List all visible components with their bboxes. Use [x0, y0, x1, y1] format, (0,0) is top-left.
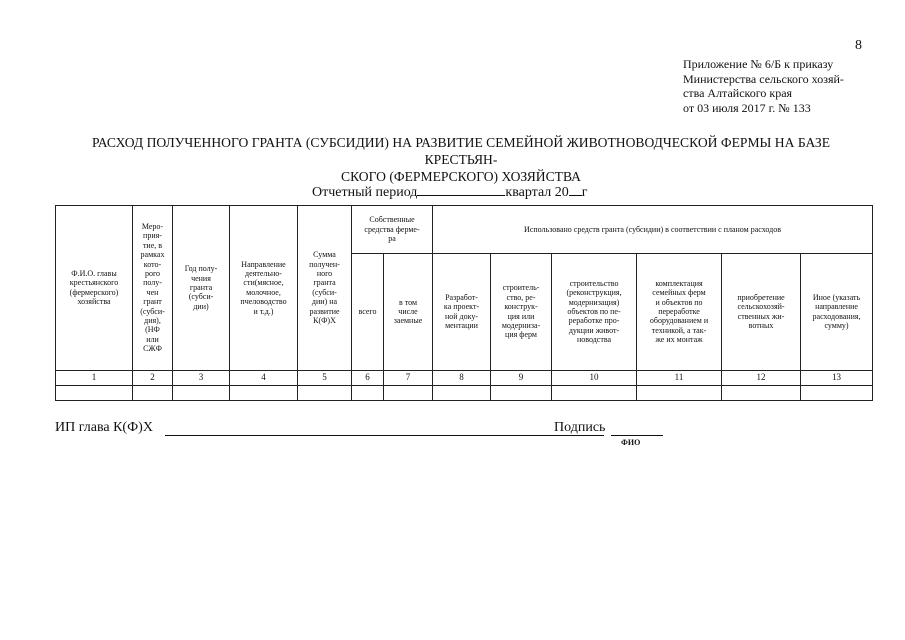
- table-cell[interactable]: [352, 385, 384, 400]
- annex-note: [683, 57, 893, 115]
- column-number: 6: [352, 370, 384, 385]
- table-cell[interactable]: [801, 385, 873, 400]
- table-cell[interactable]: [433, 385, 491, 400]
- title-line: РАСХОД ПОЛУЧЕННОГО ГРАНТА (СУБСИДИИ) НА РАЗВИТИЕ СЕМЕЙНОЙ ЖИВОТНОВОДЧЕСКОЙ ФЕРМЫ НА БАЗЕ КРЕСТЬЯН-: [91, 135, 831, 167]
- table-cell[interactable]: [56, 385, 133, 400]
- column-number: 3: [173, 370, 230, 385]
- table-row: [56, 385, 873, 400]
- header-construction-processing: строительство (реконструкция, модернизация) объектов по пе- реработке про- дукции живот- новодства: [552, 253, 637, 370]
- header-amount: Сумма получен- ного гранта (субси- дии) на развитие К(Ф)Х: [298, 206, 352, 371]
- grant-expense-table: [55, 205, 873, 401]
- table-cell[interactable]: [298, 385, 352, 400]
- column-number: 11: [637, 370, 722, 385]
- signature-label: Подпись: [554, 420, 606, 435]
- table-cell[interactable]: [230, 385, 298, 400]
- header-own-funds: Собственные средства ферме- ра: [352, 206, 433, 254]
- table-cell[interactable]: [722, 385, 801, 400]
- annex-line: Приложение № 6/Б к приказу: [683, 57, 834, 71]
- column-number: 7: [384, 370, 433, 385]
- table-cell[interactable]: [552, 385, 637, 400]
- fio-caption: ФИО: [621, 438, 641, 447]
- year-suffix: г: [581, 185, 588, 200]
- annex-line: Министерства сельского хозяй-: [683, 71, 844, 86]
- year-blank[interactable]: [569, 194, 582, 196]
- title-line: СКОГО (ФЕРМЕРСКОГО) ХОЗЯЙСТВА: [341, 169, 581, 184]
- column-number-row: [56, 370, 873, 385]
- header-borrowed: в том числе заемные: [384, 253, 433, 370]
- column-number: 9: [491, 370, 552, 385]
- header-year: Год полу- чения гранта (субси- дии): [173, 206, 230, 371]
- header-measure: Меро- прия- тие, в рамках кото- рого полу- чен грант (субси- дия), (НФ или СЖФ: [133, 206, 173, 371]
- period-label: Отчетный период: [312, 185, 418, 200]
- column-number: 2: [133, 370, 173, 385]
- signature-line[interactable]: [611, 435, 663, 436]
- header-total: всего: [352, 253, 384, 370]
- table-cell[interactable]: [491, 385, 552, 400]
- header-design: Разработ- ка проект- ной доку- ментации: [433, 253, 491, 370]
- period-blank[interactable]: [417, 194, 505, 196]
- column-number: 12: [722, 370, 801, 385]
- header-other: Иное (указать направление расходования, сумму): [801, 253, 873, 370]
- header-construction-farms: строитель- ство, ре- конструк- ция или модерниза- ция ферм: [491, 253, 552, 370]
- column-number: 1: [56, 370, 133, 385]
- header-equipment: комплектация семейных ферм и объектов по переработке оборудованием и техникой, а так- же их монтаж: [637, 253, 722, 370]
- header-fio: Ф.И.О. главы крестьянского (фермерского) хозяйства: [56, 206, 133, 371]
- column-number: 4: [230, 370, 298, 385]
- table-cell[interactable]: [384, 385, 433, 400]
- annex-line: от 03 июля 2017 г. № 133: [683, 100, 811, 115]
- column-number: 10: [552, 370, 637, 385]
- quarter-label: квартал 20: [505, 185, 569, 200]
- table-cell[interactable]: [637, 385, 722, 400]
- page-number: 8: [855, 38, 862, 53]
- column-number: 13: [801, 370, 873, 385]
- table-cell[interactable]: [133, 385, 173, 400]
- column-number: 8: [433, 370, 491, 385]
- reporting-period: [312, 185, 588, 201]
- document-title: [55, 134, 867, 185]
- header-animals: приобретение сельскохозяй- ственных жи- вотных: [722, 253, 801, 370]
- annex-line: ства Алтайского края: [683, 86, 793, 100]
- signatory-name-line[interactable]: [165, 435, 604, 436]
- header-direction: Направление деятельно- сти(мясное, молочное, пчеловодство и т.д.): [230, 206, 298, 371]
- column-number: 5: [298, 370, 352, 385]
- table-cell[interactable]: [173, 385, 230, 400]
- signatory-label: ИП глава К(Ф)Х: [55, 420, 153, 435]
- header-used-funds: Использовано средств гранта (субсидии) в соответствии с планом расходов: [433, 206, 873, 254]
